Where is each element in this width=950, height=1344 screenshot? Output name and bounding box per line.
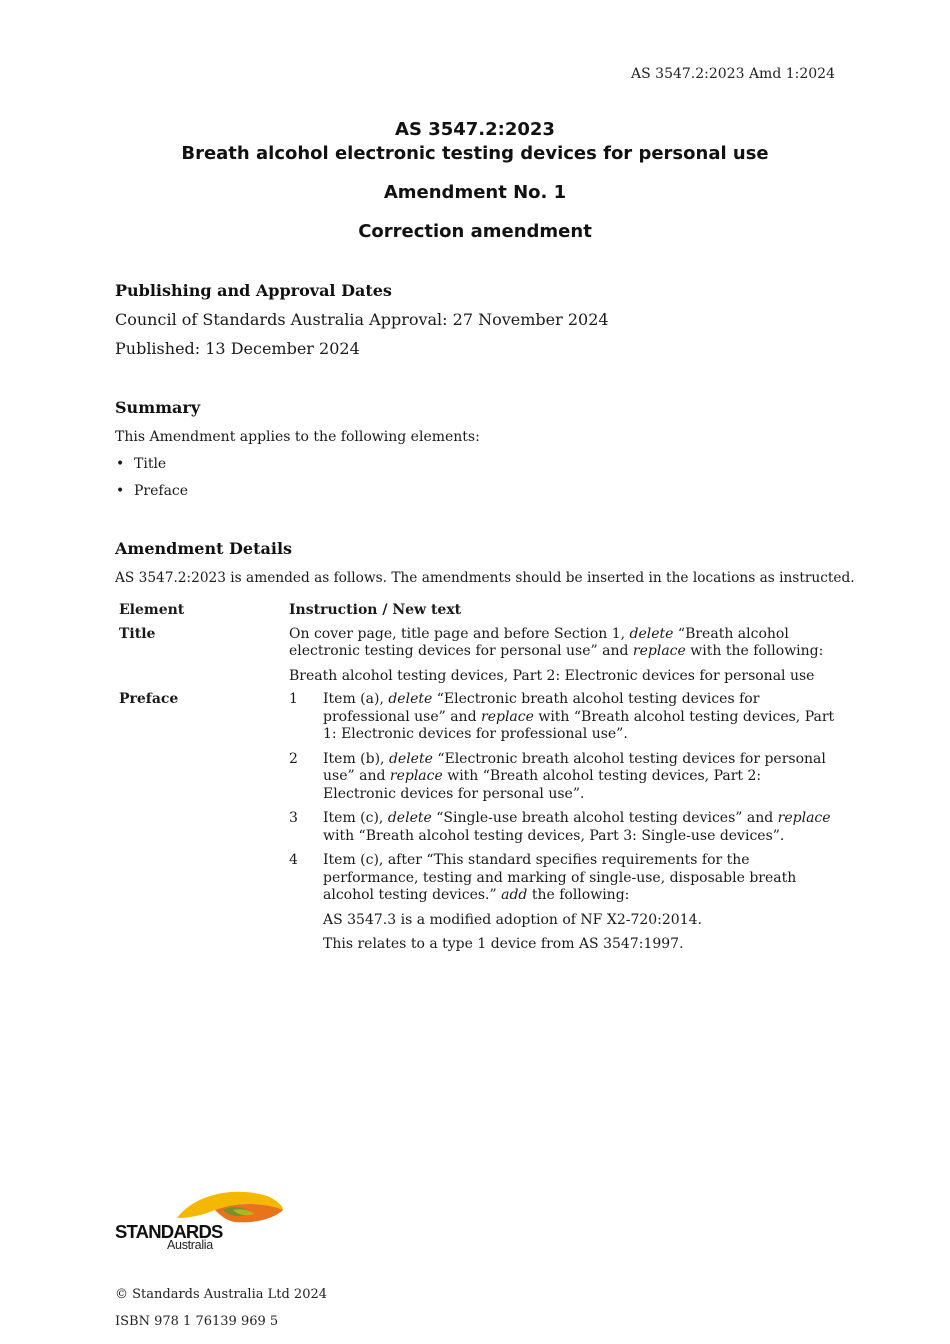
- footer: [115, 1281, 327, 1335]
- instruction-keyword: replace: [389, 768, 443, 784]
- table-row: [115, 691, 837, 961]
- row-element-preface: Preface: [119, 691, 179, 707]
- instruction-text: “Electronic breath alcohol testing devices for personal use” and: [323, 750, 826, 784]
- numbered-item: [289, 852, 837, 954]
- logo-subtext: Australia: [167, 1238, 213, 1252]
- standards-australia-logo: [115, 1188, 285, 1252]
- details-heading: Amendment Details: [115, 539, 293, 558]
- item-number: 2: [289, 750, 298, 767]
- running-head: AS 3547.2:2023 Amd 1:2024: [631, 66, 835, 82]
- copyright: © Standards Australia Ltd 2024: [115, 1287, 328, 1302]
- table-header-row: [115, 602, 837, 626]
- instruction-keyword: delete: [388, 691, 433, 707]
- item-number: 3: [289, 810, 298, 826]
- instruction-keyword: replace: [632, 643, 686, 659]
- numbered-item: [289, 691, 837, 744]
- instruction-text: with “Breath alcohol testing devices, Part 1: Electronic devices for professional use”.: [323, 708, 835, 742]
- amendment-table: [115, 602, 837, 961]
- amendment-type: Correction amendment: [358, 221, 592, 242]
- summary-heading: Summary: [115, 398, 201, 417]
- published-date: Published: 13 December 2024: [115, 339, 360, 358]
- instruction-text: Item (c),: [323, 810, 388, 826]
- details-intro: AS 3547.2:2023 is amended as follows. The amendments should be inserted in the locations as instructed.: [115, 570, 855, 586]
- new-text-line: AS 3547.3 is a modified adoption of NF X2-720:2014.: [323, 911, 702, 928]
- row-element-title: Title: [119, 625, 156, 642]
- instruction-text: Item (b),: [323, 750, 389, 767]
- table-row: [115, 626, 837, 692]
- instruction-text: On cover page, title page and before Section 1,: [289, 625, 630, 642]
- amendment-number: Amendment No. 1: [383, 182, 567, 203]
- new-title-text: Breath alcohol testing devices, Part 2: Electronic devices for personal use: [289, 667, 815, 684]
- isbn: ISBN 978 1 76139 969 5: [115, 1314, 279, 1329]
- list-item: • Title: [115, 455, 837, 473]
- summary-list: [115, 455, 837, 500]
- instruction-keyword: replace: [481, 708, 534, 725]
- row-instruction-preface: [289, 691, 837, 961]
- standard-number: AS 3547.2:2023: [395, 119, 555, 140]
- instruction-text: “Electronic breath alcohol testing devices for professional use” and: [323, 691, 760, 725]
- row-instruction-title: [289, 626, 837, 692]
- numbered-item: [289, 810, 837, 845]
- header-instruction: Instruction / New text: [289, 602, 462, 618]
- details-section: [115, 539, 855, 961]
- instruction-text: with the following:: [685, 643, 824, 659]
- header-element: Element: [119, 602, 185, 618]
- title-block: [0, 118, 950, 244]
- instruction-keyword: add: [501, 887, 528, 903]
- logo-wordmark: STANDARDS: [115, 1221, 223, 1242]
- instruction-text: with “Breath alcohol testing devices, Part 3: Single-use devices”.: [323, 827, 785, 844]
- instruction-keyword: delete: [629, 625, 674, 642]
- standard-title: Breath alcohol electronic testing devices for personal use: [181, 143, 769, 164]
- numbered-item: [289, 751, 837, 804]
- instruction-text: Item (c), after “This standard specifies requirements for the performance, testing and marking of single-use, disposable breath alcohol testing devices.”: [323, 852, 797, 903]
- instruction-text: Item (a),: [323, 691, 389, 707]
- instruction-text: “Single-use breath alcohol testing devices” and: [431, 810, 778, 826]
- instruction-text: the following:: [527, 887, 630, 903]
- new-text-line: This relates to a type 1 device from AS 3547:1997.: [323, 936, 684, 952]
- instruction-keyword: replace: [777, 810, 831, 826]
- instruction-text: “Breath alcohol electronic testing devices for personal use” and: [289, 625, 789, 659]
- summary-section: [115, 398, 837, 500]
- item-number: 4: [289, 852, 298, 868]
- instruction-keyword: delete: [388, 750, 433, 767]
- item-number: 1: [289, 691, 298, 707]
- instruction-keyword: delete: [387, 810, 432, 826]
- publishing-section: [115, 281, 837, 359]
- instruction-text: with “Breath alcohol testing devices, Part 2: Electronic devices for personal use”.: [323, 768, 762, 802]
- publishing-heading: Publishing and Approval Dates: [115, 281, 392, 300]
- approval-date: Council of Standards Australia Approval: 27 November 2024: [115, 310, 609, 329]
- summary-intro: This Amendment applies to the following elements:: [115, 429, 480, 445]
- list-item: • Preface: [115, 482, 837, 500]
